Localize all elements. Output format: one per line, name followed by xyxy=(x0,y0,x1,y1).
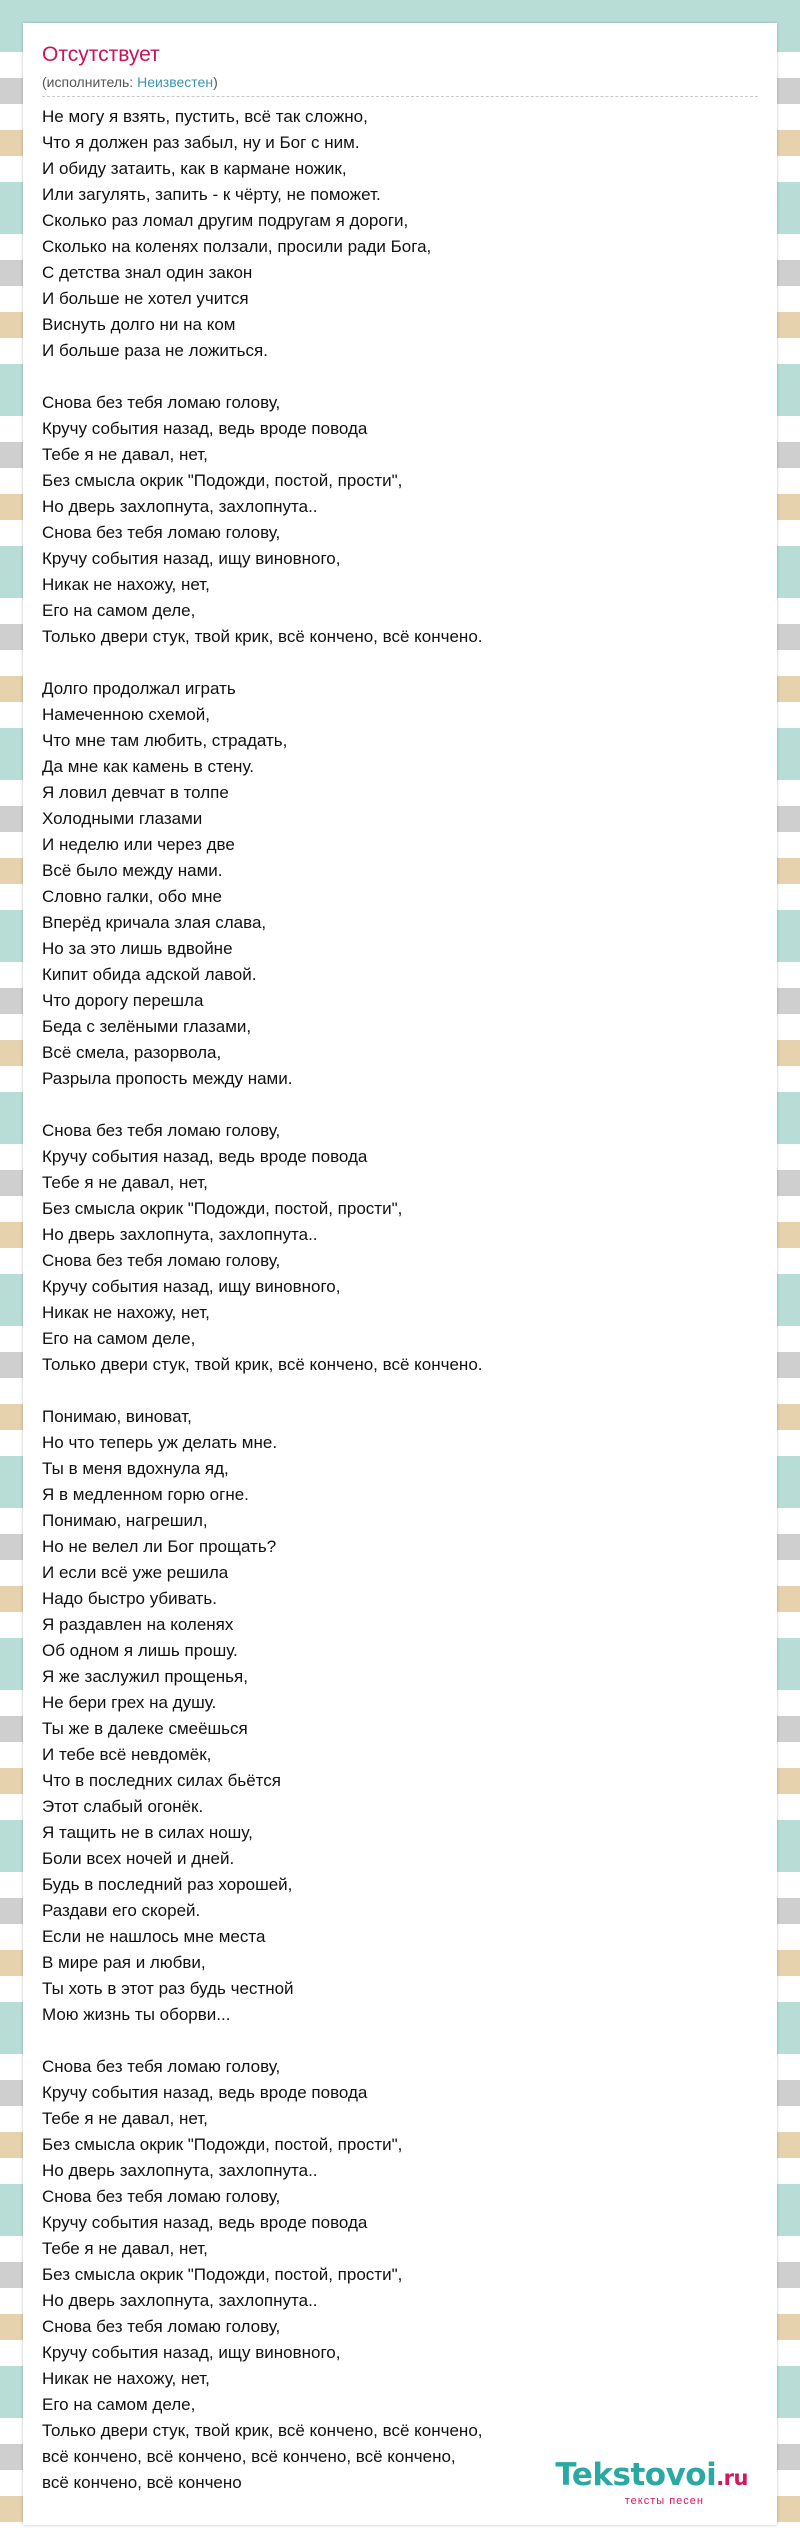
lyrics-line: Об одном я лишь прошу. xyxy=(42,1641,238,1660)
lyrics-line: И если всё уже решила xyxy=(42,1563,229,1582)
lyrics-line: Понимаю, виноват, xyxy=(42,1407,192,1426)
lyrics-line: Без смысла окрик "Подожди, постой, прости", xyxy=(42,2135,403,2154)
logo-tld: .ru xyxy=(716,2466,748,2490)
logo-name: Tekstovoi xyxy=(555,2457,717,2493)
lyrics-line: Снова без тебя ломаю голову, xyxy=(42,523,281,542)
lyrics-line: Снова без тебя ломаю голову, xyxy=(42,2187,281,2206)
lyrics-line: Но что теперь уж делать мне. xyxy=(42,1433,278,1452)
site-logo[interactable] xyxy=(555,2458,748,2507)
lyrics-line: Без смысла окрик "Подожди, постой, прости", xyxy=(42,471,403,490)
lyrics-line: И больше раза не ложиться. xyxy=(42,341,268,360)
lyrics-line: С детства знал один закон xyxy=(42,263,253,282)
lyrics-line: Никак не нахожу, нет, xyxy=(42,1303,210,1322)
lyrics-line: Без смысла окрик "Подожди, постой, прости", xyxy=(42,1199,403,1218)
lyrics-line: Всё было между нами. xyxy=(42,861,223,880)
lyrics-line: Снова без тебя ломаю голову, xyxy=(42,1251,281,1270)
lyrics-line: Его на самом деле, xyxy=(42,2395,196,2414)
lyrics-line: Ты хоть в этот раз будь честной xyxy=(42,1979,294,1998)
lyrics-line: Раздави его скорей. xyxy=(42,1901,201,1920)
lyrics-line: Тебе я не давал, нет, xyxy=(42,1173,208,1192)
lyrics-line: Я в медленном горю огне. xyxy=(42,1485,249,1504)
lyrics-line: Понимаю, нагрешил, xyxy=(42,1511,208,1530)
lyrics-line: Никак не нахожу, нет, xyxy=(42,2369,210,2388)
lyrics-line: Мою жизнь ты оборви... xyxy=(42,2005,231,2024)
lyrics-line: Виснуть долго ни на ком xyxy=(42,315,236,334)
lyrics-line: Намеченною схемой, xyxy=(42,705,210,724)
lyrics-line: Но не велел ли Бог прощать? xyxy=(42,1537,277,1556)
lyrics-line: Разрыла пропость между нами. xyxy=(42,1069,293,1088)
lyrics-line: Холодными глазами xyxy=(42,809,203,828)
lyrics-line: Его на самом деле, xyxy=(42,601,196,620)
lyrics-body xyxy=(42,104,762,2522)
lyrics-line: И неделю или через две xyxy=(42,835,235,854)
lyrics-line: Кручу события назад, ведь вроде повода xyxy=(42,1147,368,1166)
lyrics-line: И обиду затаить, как в кармане ножик, xyxy=(42,159,347,178)
lyrics-line: Снова без тебя ломаю голову, xyxy=(42,2317,281,2336)
lyrics-line: Или загулять, запить - к чёрту, не поможет. xyxy=(42,185,381,204)
lyrics-line: Но дверь захлопнута, захлопнута.. xyxy=(42,2161,318,2180)
lyrics-line: всё кончено, всё кончено, всё кончено, всё кончено, xyxy=(42,2447,456,2466)
lyrics-line: Ты в меня вдохнула яд, xyxy=(42,1459,229,1478)
lyrics-line: Не бери грех на душу. xyxy=(42,1693,217,1712)
lyrics-line: Только двери стук, твой крик, всё кончено, всё кончено. xyxy=(42,1355,483,1374)
lyrics-line: В мире рая и любви, xyxy=(42,1953,206,1972)
lyrics-line: Тебе я не давал, нет, xyxy=(42,2239,208,2258)
lyrics-line: Только двери стук, твой крик, всё кончено, всё кончено, xyxy=(42,2421,483,2440)
lyrics-line: Кручу события назад, ищу виновного, xyxy=(42,549,341,568)
lyrics-line: Я тащить не в силах ношу, xyxy=(42,1823,253,1842)
lyrics-line: Словно галки, обо мне xyxy=(42,887,222,906)
lyrics-line: Ты же в далеке смеёшься xyxy=(42,1719,248,1738)
lyrics-line: Боли всех ночей и дней. xyxy=(42,1849,235,1868)
lyrics-line: Я ловил девчат в толпе xyxy=(42,783,229,802)
lyrics-line: Никак не нахожу, нет, xyxy=(42,575,210,594)
lyrics-line: Кипит обида адской лавой. xyxy=(42,965,257,984)
lyrics-stanza xyxy=(42,1118,762,1378)
lyrics-line: Надо быстро убивать. xyxy=(42,1589,217,1608)
lyrics-line: Что в последних силах бьётся xyxy=(42,1771,281,1790)
lyrics-line: И тебе всё невдомёк, xyxy=(42,1745,212,1764)
lyrics-line: И больше не хотел учится xyxy=(42,289,249,308)
lyrics-line: Снова без тебя ломаю голову, xyxy=(42,2057,281,2076)
lyrics-line: Кручу события назад, ведь вроде повода xyxy=(42,419,368,438)
lyrics-line: Если не нашлось мне места xyxy=(42,1927,266,1946)
lyrics-line: Будь в последний раз хорошей, xyxy=(42,1875,293,1894)
lyrics-line: Кручу события назад, ищу виновного, xyxy=(42,2343,341,2362)
lyrics-line: Всё смела, разорвола, xyxy=(42,1043,222,1062)
lyrics-line: Сколько на коленях ползали, просили ради Бога, xyxy=(42,237,432,256)
lyrics-stanza xyxy=(42,390,762,650)
lyrics-line: Что мне там любить, страдать, xyxy=(42,731,288,750)
lyrics-line: Долго продолжал играть xyxy=(42,679,236,698)
lyrics-line: Его на самом деле, xyxy=(42,1329,196,1348)
artist-line xyxy=(42,73,218,91)
logo-tagline: тексты песен xyxy=(624,2495,704,2507)
artist-prefix: (исполнитель: xyxy=(42,74,138,90)
header-divider xyxy=(42,96,758,97)
lyrics-line: Сколько раз ломал другим подругам я дороги, xyxy=(42,211,409,230)
lyrics-line: Без смысла окрик "Подожди, постой, прости", xyxy=(42,2265,403,2284)
artist-link[interactable]: Неизвестен xyxy=(137,74,214,90)
lyrics-line: Что дорогу перешла xyxy=(42,991,204,1010)
lyrics-line: Но дверь захлопнута, захлопнута.. xyxy=(42,1225,318,1244)
lyrics-line: Снова без тебя ломаю голову, xyxy=(42,393,281,412)
lyrics-card xyxy=(23,23,777,2525)
artist-suffix: ) xyxy=(213,74,218,90)
lyrics-line: Да мне как камень в стену. xyxy=(42,757,254,776)
lyrics-stanza xyxy=(42,1404,762,2028)
lyrics-line: Но дверь захлопнута, захлопнута.. xyxy=(42,497,318,516)
lyrics-line: Не могу я взять, пустить, всё так сложно, xyxy=(42,107,368,126)
lyrics-stanza xyxy=(42,676,762,1092)
lyrics-line: Но дверь захлопнута, захлопнута.. xyxy=(42,2291,318,2310)
lyrics-stanza xyxy=(42,2054,762,2496)
lyrics-line: Беда с зелёными глазами, xyxy=(42,1017,252,1036)
logo-wordmark xyxy=(555,2458,748,2495)
lyrics-line: Кручу события назад, ведь вроде повода xyxy=(42,2213,368,2232)
lyrics-line: Что я должен раз забыл, ну и Бог с ним. xyxy=(42,133,360,152)
lyrics-line: Кручу события назад, ведь вроде повода xyxy=(42,2083,368,2102)
lyrics-line: Снова без тебя ломаю голову, xyxy=(42,1121,281,1140)
lyrics-line: всё кончено, всё кончено xyxy=(42,2473,242,2492)
lyrics-line: Этот слабый огонёк. xyxy=(42,1797,204,1816)
lyrics-line: Кручу события назад, ищу виновного, xyxy=(42,1277,341,1296)
lyrics-line: Тебе я не давал, нет, xyxy=(42,2109,208,2128)
lyrics-line: Тебе я не давал, нет, xyxy=(42,445,208,464)
lyrics-line: Я раздавлен на коленях xyxy=(42,1615,234,1634)
lyrics-stanza xyxy=(42,104,762,364)
song-title: Отсутствует xyxy=(42,43,160,66)
lyrics-line: Я же заслужил прощенья, xyxy=(42,1667,248,1686)
lyrics-line: Но за это лишь вдвойне xyxy=(42,939,233,958)
lyrics-line: Только двери стук, твой крик, всё кончено, всё кончено. xyxy=(42,627,483,646)
lyrics-line: Вперёд кричала злая слава, xyxy=(42,913,267,932)
